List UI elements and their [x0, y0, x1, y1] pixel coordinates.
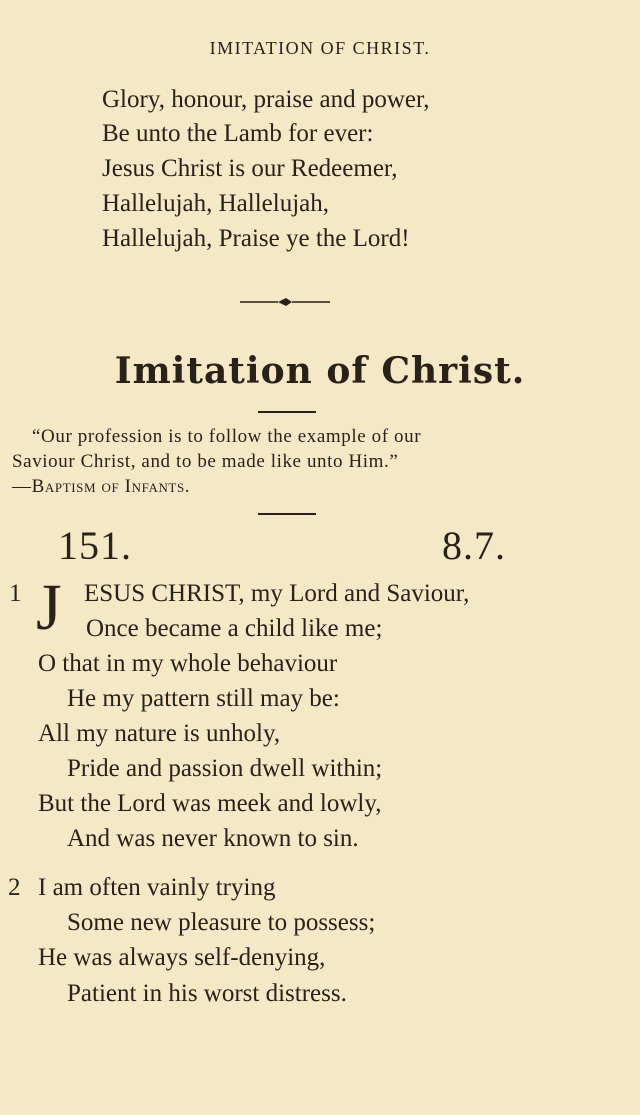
title-rule: [258, 411, 316, 413]
verse-line: Glory, honour, praise and power,: [102, 86, 430, 113]
verse-line: I am often vainly trying: [38, 874, 276, 901]
verse-line: Patient in his worst distress.: [67, 980, 347, 1007]
verse-line: And was never known to sin.: [67, 825, 359, 852]
verse-line: O that in my whole behaviour: [38, 650, 338, 677]
ornament-divider: [240, 294, 330, 310]
verse-line: Pride and passion dwell within;: [67, 755, 383, 782]
verse-line: Hallelujah, Praise ye the Lord!: [102, 225, 410, 252]
epigraph-line: “Our profession is to follow the example of our: [32, 426, 422, 447]
verse-line: He my pattern still may be:: [67, 685, 340, 712]
epigraph-source-text: Baptism of Infants.: [31, 476, 191, 497]
hymn-number: 151.: [58, 523, 132, 568]
drop-cap: J: [36, 571, 62, 644]
verse-line: ESUS CHRIST, my Lord and Saviour,: [84, 580, 470, 607]
section-title: Imitation of Christ.: [114, 350, 526, 392]
verse-line: Hallelujah, Hallelujah,: [102, 190, 330, 217]
epigraph-rule: [258, 513, 316, 515]
stanza-number: 2: [8, 874, 21, 901]
verse-line: Jesus Christ is our Redeemer,: [102, 155, 398, 182]
verse-line: All my nature is unholy,: [38, 720, 281, 747]
verse-line: But the Lord was meek and lowly,: [38, 790, 382, 817]
hymn-meter: 8.7.: [442, 523, 506, 568]
running-head: IMITATION OF CHRIST.: [209, 38, 431, 58]
verse-line: Some new pleasure to possess;: [67, 909, 376, 936]
stanza-number: 1: [9, 580, 22, 607]
verse-line: He was always self-denying,: [38, 944, 326, 971]
epigraph-dash: —: [12, 476, 32, 497]
epigraph-line: Saviour Christ, and to be made like unto Him.”: [12, 451, 399, 472]
epigraph-source: [12, 476, 190, 498]
verse-line: Be unto the Lamb for ever:: [102, 120, 374, 147]
verse-line: Once became a child like me;: [86, 615, 383, 642]
